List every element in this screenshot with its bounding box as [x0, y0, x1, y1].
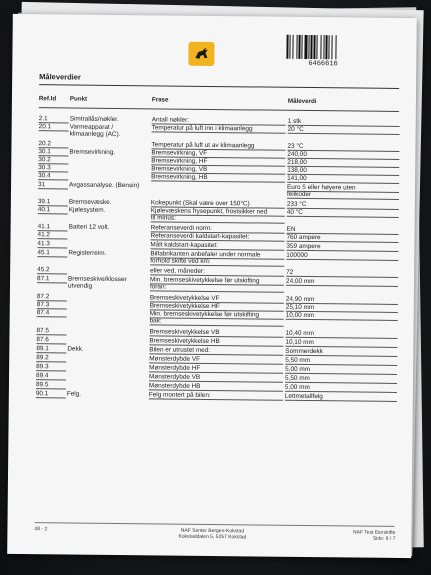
frase-cell: Mønsterdybde HF — [149, 364, 283, 374]
ref-id-cell: 87.6 — [36, 336, 66, 345]
verdi-cell: 760 ampere — [286, 234, 398, 243]
frase-cell: Min. bremseskivetykkelse før utskifting — [150, 276, 284, 286]
footer-doc-type: NAF Test Eierskifte — [352, 529, 396, 536]
footer-company: NAF Senter Bergen-Kokstad — [180, 527, 245, 535]
verdi-cell: EN — [287, 226, 399, 235]
frase-cell: Kjølevæskens frysepunkt, frostsikker ned — [151, 207, 285, 217]
barcode-icon — [286, 35, 366, 60]
punkt-cell — [69, 172, 149, 173]
barcode-number: 6466616 — [308, 59, 338, 69]
punkt-cell: Simtrallås/nøkler. — [69, 115, 119, 124]
punkt-cell: Bremseskive/klosser — [68, 275, 127, 284]
table-row — [37, 266, 397, 276]
verdi-cell: Euro 5 eller høyere uten — [287, 184, 399, 193]
frase-cell: Bilen er utrustet med: — [149, 346, 283, 356]
frase-cell: eller ved, måneder: — [150, 267, 284, 277]
verdi-cell: 233 °C — [287, 201, 399, 210]
punkt-cell: Batteri 12 volt. — [68, 223, 110, 231]
punkt-cell — [68, 266, 148, 267]
frase-cell: Min. bremseskivetykkelse før utskifting — [150, 310, 284, 320]
punkt-cell — [67, 363, 147, 364]
punkt-cell: Felg. — [66, 390, 82, 398]
frase-cell: Mønsterdybde VF — [149, 355, 283, 365]
verdi-cell: 141,00 — [287, 175, 399, 184]
punkt-cell: Varmeapparat / — [69, 123, 114, 131]
verdi-cell: 24,00 mm — [286, 278, 398, 287]
ref-id-cell: 87.2 — [37, 293, 67, 302]
ref-id-cell: 45.2 — [37, 266, 67, 275]
frase-cell: Bremsevirkning, VB — [151, 165, 285, 175]
frase-cell: foran: — [150, 283, 284, 293]
punkt-cell — [70, 140, 150, 141]
footer-right — [325, 529, 395, 542]
ref-id-cell: 89.1 — [36, 345, 66, 354]
table-row — [36, 327, 397, 338]
punkt-cell: Dekk. — [67, 345, 84, 353]
column-header-frase: Frase — [151, 96, 169, 104]
column-header-verdi: Måleverdi — [287, 97, 317, 106]
frase-cell: Mønsterdybde VB — [149, 373, 283, 383]
table-row — [37, 223, 398, 233]
table-row — [38, 140, 399, 150]
verdi-cell: 25,10 mm — [286, 304, 398, 313]
verdi-cell: 100000 — [286, 252, 398, 261]
frase-cell: Referanseverdi kaldstart-kapasitet: — [150, 232, 284, 242]
verdi-cell: 5,50 mm — [285, 375, 397, 384]
footer-page-number: Side: 6 / 7 — [372, 535, 396, 542]
verdi-cell: 10,40 mm — [285, 330, 397, 339]
frase-cell: til minus: — [151, 214, 285, 224]
verdi-cell: 40 °C — [287, 209, 399, 218]
column-header-id: Ref.Id — [38, 95, 57, 103]
verdi-cell: 240,00 — [287, 151, 399, 160]
ref-id-cell: 20.1 — [39, 123, 69, 132]
ref-id-cell: 41.2 — [37, 231, 67, 240]
ref-id-cell: 30.3 — [38, 164, 68, 173]
verdi-cell: 72 — [286, 269, 398, 278]
ref-id-cell: 45.1 — [37, 249, 67, 258]
punkt-cell — [69, 231, 149, 232]
frase-cell: Temperatur på luft inn i klimaanlegg — [152, 124, 286, 134]
table-row — [36, 293, 397, 304]
verdi-cell: 20 °C — [288, 126, 400, 135]
ref-id-cell: 89.5 — [36, 381, 66, 390]
punkt-cell: klimaanlegg (AC). — [69, 130, 121, 139]
frase-cell: Bilfabrikanten anbefaler under normale — [150, 250, 284, 260]
frase-cell: bak: — [150, 317, 284, 327]
section-title: Måleverdier — [39, 72, 81, 82]
ref-id-cell: 31 — [38, 181, 68, 190]
frase-cell: Målt kaldstart-kapasitet: — [150, 241, 284, 251]
ref-id-cell: 41.3 — [37, 240, 67, 249]
footer-center — [157, 527, 267, 540]
punkt-cell — [67, 354, 147, 355]
frase-cell: Felg montert på bilen: — [149, 391, 283, 401]
ref-id-cell: 2.1 — [39, 115, 69, 124]
punkt-cell — [68, 293, 148, 294]
frase-cell: Mønsterdybde HB — [149, 382, 283, 392]
frase-cell: Bremsevirkning, VF — [151, 149, 285, 159]
title-divider — [39, 84, 399, 89]
header-divider — [39, 107, 399, 112]
ref-id-cell: 87.4 — [37, 309, 67, 318]
punkt-cell: utvendig — [67, 282, 93, 290]
verdi-cell: 23 °C — [287, 143, 399, 152]
punkt-cell — [69, 164, 149, 165]
verdi-cell: 5,50 mm — [285, 357, 397, 366]
frase-cell: Bremseskivetykkelse VB — [149, 328, 283, 338]
punkt-cell — [67, 381, 147, 382]
ref-id-cell: 87.5 — [36, 327, 66, 336]
verdi-cell: 218,00 — [287, 159, 399, 168]
naf-logo-icon — [188, 42, 214, 66]
punkt-cell — [69, 156, 149, 157]
table-row — [38, 115, 399, 125]
footer-address: Kokstaddalen 5, 5257 Kokstad — [178, 533, 247, 541]
punkt-cell — [68, 316, 148, 317]
frase-cell: Antall nøkler: — [152, 116, 286, 126]
punkt-cell — [67, 336, 147, 337]
punkt-cell — [68, 301, 148, 302]
ref-id-cell: 89.2 — [36, 354, 66, 363]
inspection-report-page — [7, 14, 417, 558]
punkt-cell: Registerreim. — [68, 249, 107, 257]
verdi-cell: 138,00 — [287, 167, 399, 176]
ref-id-cell: 30.2 — [38, 156, 68, 165]
footer-divider — [35, 522, 395, 527]
ref-id-cell: 30.1 — [38, 148, 68, 157]
ref-id-cell: 89.4 — [36, 372, 66, 381]
verdi-cell: feilkoder — [287, 191, 399, 200]
frase-cell: Bremsevirkning, HB — [151, 173, 285, 183]
column-header-punkt: Punkt — [69, 95, 88, 103]
punkt-cell — [68, 327, 148, 328]
frase-cell — [151, 189, 285, 190]
verdi-cell: 1 stk — [288, 118, 400, 127]
frase-cell: Kokepunkt (Skal være over 150°C) — [151, 199, 285, 209]
ref-id-cell: 20.2 — [38, 140, 68, 149]
punkt-cell — [68, 309, 148, 310]
verdi-cell: 5,00 mm — [285, 384, 397, 393]
punkt-cell: Bremsevirkning. — [69, 148, 116, 156]
frase-cell: Bremseskivetykkelse HB — [149, 337, 283, 347]
footer-left: 48 - 2 — [34, 526, 48, 533]
punkt-cell: Kjølesystem. — [68, 206, 106, 214]
ref-id-cell: 30.4 — [38, 172, 68, 181]
verdi-cell: 359 ampere — [286, 243, 398, 252]
verdi-cell: Sommerdekk — [285, 348, 397, 357]
frase-cell: Bremseskivetykkelse HF — [150, 302, 284, 312]
frase-cell: Referanseverdi norm: — [151, 224, 285, 234]
frase-cell: Bremsevirkning, HF — [151, 157, 285, 167]
frase-cell: Bremseskivetykkelse VF — [150, 294, 284, 304]
verdi-cell: 10,00 mm — [286, 312, 398, 321]
punkt-cell: Avgassanalyse. (Bensin) — [69, 181, 140, 190]
verdi-cell: 5,00 mm — [285, 366, 397, 375]
verdi-cell: 24,90 mm — [286, 296, 398, 305]
ref-id-cell: 39.1 — [38, 198, 68, 207]
punkt-cell — [67, 372, 147, 373]
punkt-cell — [68, 240, 148, 241]
barcode-bar — [336, 35, 337, 59]
verdi-cell: Lettmetallfelg — [285, 393, 397, 402]
ref-id-cell: 87.3 — [37, 301, 67, 310]
punkt-cell: Bremsevæske. — [68, 198, 112, 206]
ref-id-cell: 90.1 — [36, 390, 66, 399]
frase-cell: forhold skifte ved km: — [150, 257, 284, 267]
ref-id-cell: 89.3 — [36, 363, 66, 372]
ref-id-cell: 40.1 — [38, 206, 68, 215]
verdi-cell: 10,10 mm — [285, 339, 397, 348]
ref-id-cell: 87.1 — [37, 275, 67, 284]
ref-id-cell: 41.1 — [38, 223, 68, 232]
frase-cell: Temperatur på luft ut av klimaanlegg — [151, 141, 285, 151]
